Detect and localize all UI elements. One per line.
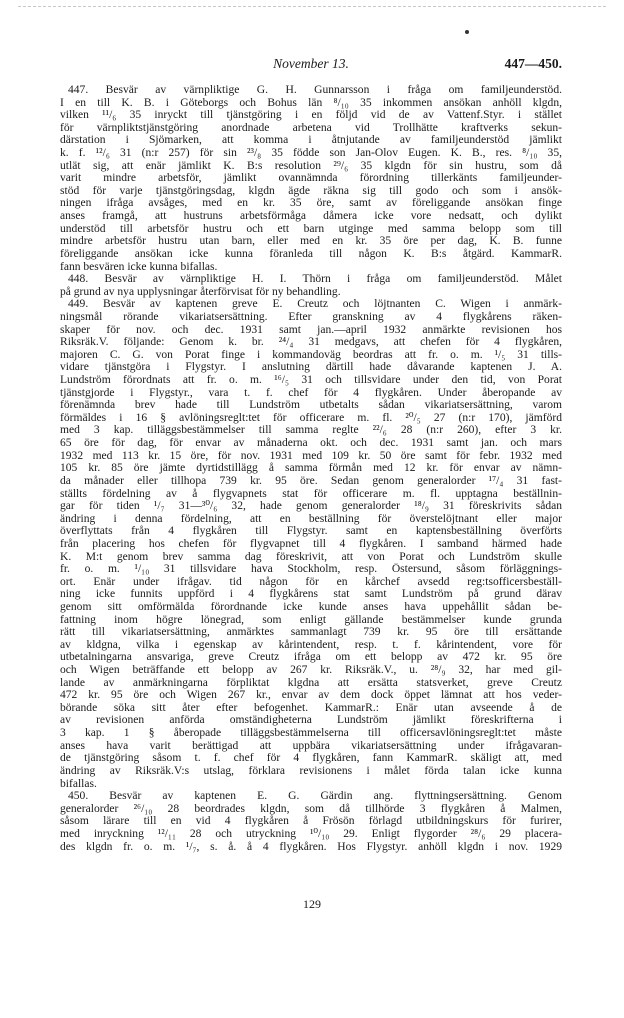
text-line: förenämnda brev hade till Lundström utbetalts sådan vikariatsersättning, varom — [60, 399, 562, 412]
text-line: förmäldes i 16 § avlöningsreglt:tet för officerare m. fl. ²⁰/₅ 27 (n:r 170), jämförd — [60, 411, 562, 424]
text-line: understöd till arbetsför hustru och ett barn utginge med samma belopp som till — [60, 222, 562, 235]
text-line: 450. Besvär av kaptenen E. G. Gärdin ang. flyttningsersättning. Genom — [68, 790, 562, 803]
text-line: och Wigen beträffande ett belopp av 267 kr. Riksräk.V., u. ²⁸/₉ 32, har med gil- — [60, 664, 562, 677]
text-line: av kldgna, vilka i egenskap av kårintendent, resp. t. f. kårintendent, vore för — [60, 638, 562, 651]
text-line: anses hava varit berättigad att uppbära vikariatsersättning under ifrågavaran- — [60, 739, 562, 752]
text-line: 65 öre för dag, för envar av månaderna okt. och dec. 1931 samt jan. och mars — [60, 437, 562, 450]
text-line: ort. Enär under ifrågav. tid någon för en kårchef avsedd reg:tsofficersbeställ- — [60, 575, 562, 588]
text-line: skaper för nov. och dec. 1931 samt jan.—april 1932 anmärkte revisionen hos — [60, 323, 562, 336]
text-line: 1932 med 113 kr. 15 öre, för nov. 1931 med 109 kr. 50 öre samt för febr. 1932 med — [60, 449, 562, 462]
header-case-range: 447—450. — [504, 56, 562, 71]
text-line: generalorder ²⁶/₁₀ 28 beordrades klgdn, som då tillhörde 3 flygkåren å Malmen, — [60, 802, 562, 815]
text-line: lande av anmärkningarna förpliktat klgdna att ersätta statsverket, greve Creutz — [60, 676, 562, 689]
text-line: des klgdn fr. o. m. ¹/₇, s. å. å 4 flygkåren. Hos Flygstyr. anhöll klgdn i nov. 1929 — [60, 840, 562, 853]
text-line: ning icke funnits uppförd i 4 flygkårens stat samt Lundström på grund därav — [60, 588, 562, 601]
text-line: tjänstgjorde i Flygstyr., vara t. f. chef för 4 flygkåren. Under åberopande av — [60, 386, 562, 399]
text-line: ändring av Riksräk.V:s utslag, förklara revisionens i målet förda talan icke kunna — [60, 764, 562, 777]
text-line: utbetalningarna ansvariga, greve Creutz ifråga om ett belopp av 472 kr. 95 öre — [60, 651, 562, 664]
text-line: varit mindre arbetsför, jämlikt ovannämnda förordning tillerkänts familjeunder- — [60, 172, 562, 185]
text-line: gar för tiden ¹/₇ 31—³⁰/₆ 32, hade genom generalorder ¹⁸/₉ 31 föreskrivits sådan — [60, 500, 562, 513]
text-line: ställts fördelning av å flygvapnets stat för officerare m. fl. upptagna beställnin- — [60, 487, 562, 500]
text-line: på grund av nya upplysningar återförvisat för ny behandling. — [60, 285, 341, 298]
text-line: 448. Besvär av värnpliktige H. I. Thörn i fråga om familjeunderstöd. Målet — [68, 273, 562, 286]
text-line: bifallas. — [60, 777, 97, 790]
text-line: de tjänstgöring såsom t. f. chef för 4 flygkåren, fann KammarR. skäligt att, med — [60, 752, 562, 765]
body-text — [60, 84, 562, 853]
text-line: stöd för varje tjänstgöringsdag, klgdn ägde räkna sig till godo och som i ansök- — [60, 184, 562, 197]
text-line: vidare tjänstgöra i Flygstyr. I anslutning därtill hade dåvarande kaptenen J. A. — [60, 361, 562, 374]
text-line: k. f. ¹²/₆ 31 (n:r 257) för sin ²³/₈ 35 födde son Jan-Olov Eugen. K. B., res. ⁸/₁₀ 35, — [60, 147, 562, 160]
text-line: 3 kap. 1 § åberopade tilläggsbestämmelserna till officersavlöningsreglt:tet måste — [60, 727, 562, 740]
text-line: 447. Besvär av värnpliktige G. H. Gunnarsson i fråga om familjeunderstöd. — [68, 84, 562, 96]
header-date: November 13. — [273, 56, 349, 71]
text-line: K. M:t genom brev samma dag föreskrivit, att von Porat och Lundström skulle — [60, 550, 562, 563]
text-line: med inryckning ¹²/₁₁ 28 och utryckning ¹⁰/₁₀ 29. Enligt flygorder ²⁸/₆ 29 placera- — [60, 827, 562, 840]
text-line: ändring i denna fördelning, att en beställning för överstelöjtnant eller major — [60, 512, 562, 525]
text-line: utlät sig, att enär jämlikt K. B:s resolution ²⁹/₆ 35 klgdn för sin hustru, som då — [60, 159, 562, 172]
text-line: från placering hos chefen för flygvapnet till 4 flygkåren. I samband härmed hade — [60, 537, 562, 550]
text-line: da månader eller tillhopa 739 kr. 95 öre. Sedan genom generalorder ¹⁷/₄ 31 fast- — [60, 474, 562, 487]
scan-dot — [465, 30, 469, 34]
text-line: Riksräk.V. följande: Genom k. br. ²⁴/₄ 31 medgavs, att chefen för 4 flygkåren, — [60, 336, 562, 349]
text-line: fattning inom högre lönegrad, som enligt gällande bestämmelser kunde grunda — [60, 613, 562, 626]
text-line: med 3 kap. tilläggsbestämmelser till samma reglte ²²/₆ 28 (n:r 260), efter 3 kr. — [60, 424, 562, 437]
text-line: överflyttats från 4 flygkåren till Flygstyr. samt en kaptensbeställning överförts — [60, 525, 562, 538]
page-header — [60, 56, 562, 74]
page-number: 129 — [303, 897, 321, 911]
text-line: rätt till vikariatsersättning, anmärktes sammanlagt 739 kr. 95 öre till ersättande — [60, 626, 562, 639]
text-line: fr. o. m. ¹/₁₀ 31 tillsvidare hava Stockholm, resp. Östersund, såsom förläggnings- — [60, 563, 562, 576]
text-line: mindre arbetsför hustru utan barn, eller med en kr. 35 öre per dag, K. B. funne — [60, 235, 562, 248]
text-line: börande söka sitt åter efter befogenhet. KammarR.: Enär utan avseende å de — [60, 701, 562, 714]
text-line: 449. Besvär av kaptenen greve E. Creutz och löjtnanten C. Wigen i anmärk- — [68, 298, 562, 311]
text-line: föreliggande ansökan icke kunna föranleda till någon K. B:s åtgärd. KammarR. — [60, 247, 562, 260]
text-line: 105 kr. 85 öre jämte dyrtidstillägg å samma förmån med 12 kr. för envar av nämn- — [60, 462, 562, 475]
text-line: därstation i Sjömarken, att komma i åtnjutande av familjeunderstöd jämlikt — [60, 134, 562, 147]
text-line: såsom lärare till en vid 4 flygkåren å Frösön förlagd utbildningskurs för furirer, — [60, 815, 562, 828]
scan-edge-dashes — [18, 6, 606, 7]
text-line: för värnpliktstjänstgöring anordnade arbetena vid Trollhätte kraftverks sekun- — [60, 121, 562, 134]
text-line: 472 kr. 95 öre och Wigen 267 kr., envar av dem dock öppet lämnat att hos veder- — [60, 689, 562, 702]
text-line: ningen ifråga avsåges, med en kr. 35 öre, samt av föreliggande ansökan finge — [60, 197, 562, 210]
text-line: fann besvären icke kunna bifallas. — [60, 260, 218, 273]
text-line: av revisionen anförda omständigheterna Lundström jämlikt föreskrifterna i — [60, 714, 562, 727]
text-line: genom sitt omförmälda förordnande icke kunde anses hava uppehållit sådan be- — [60, 600, 562, 613]
text-line: I en till K. B. i Göteborgs och Bohus län ⁸/₁₀ 35 inkommen ansökan anhöll klgdn, — [60, 96, 562, 109]
text-line: Lundström förordnats att fr. o. m. ¹⁶/₅ 31 och tillsvidare under den tid, von Porat — [60, 374, 562, 387]
text-line: vilken ¹¹/₆ 35 inryckt till tjänstgöring i en följd vid de av Vattenf.Styr. i stället — [60, 109, 562, 122]
text-line: anses framgå, att hustruns arbetsförmåga dåmera icke vore nedsatt, och dylikt — [60, 210, 562, 223]
text-line: majoren C. G. von Porat finge i kommandoväg beordras att fr. o. m. ¹/₅ 31 tills- — [60, 348, 562, 361]
text-line: ningsmål rörande vikariatsersättning. Efter granskning av 4 flygkårens räken- — [60, 310, 562, 323]
